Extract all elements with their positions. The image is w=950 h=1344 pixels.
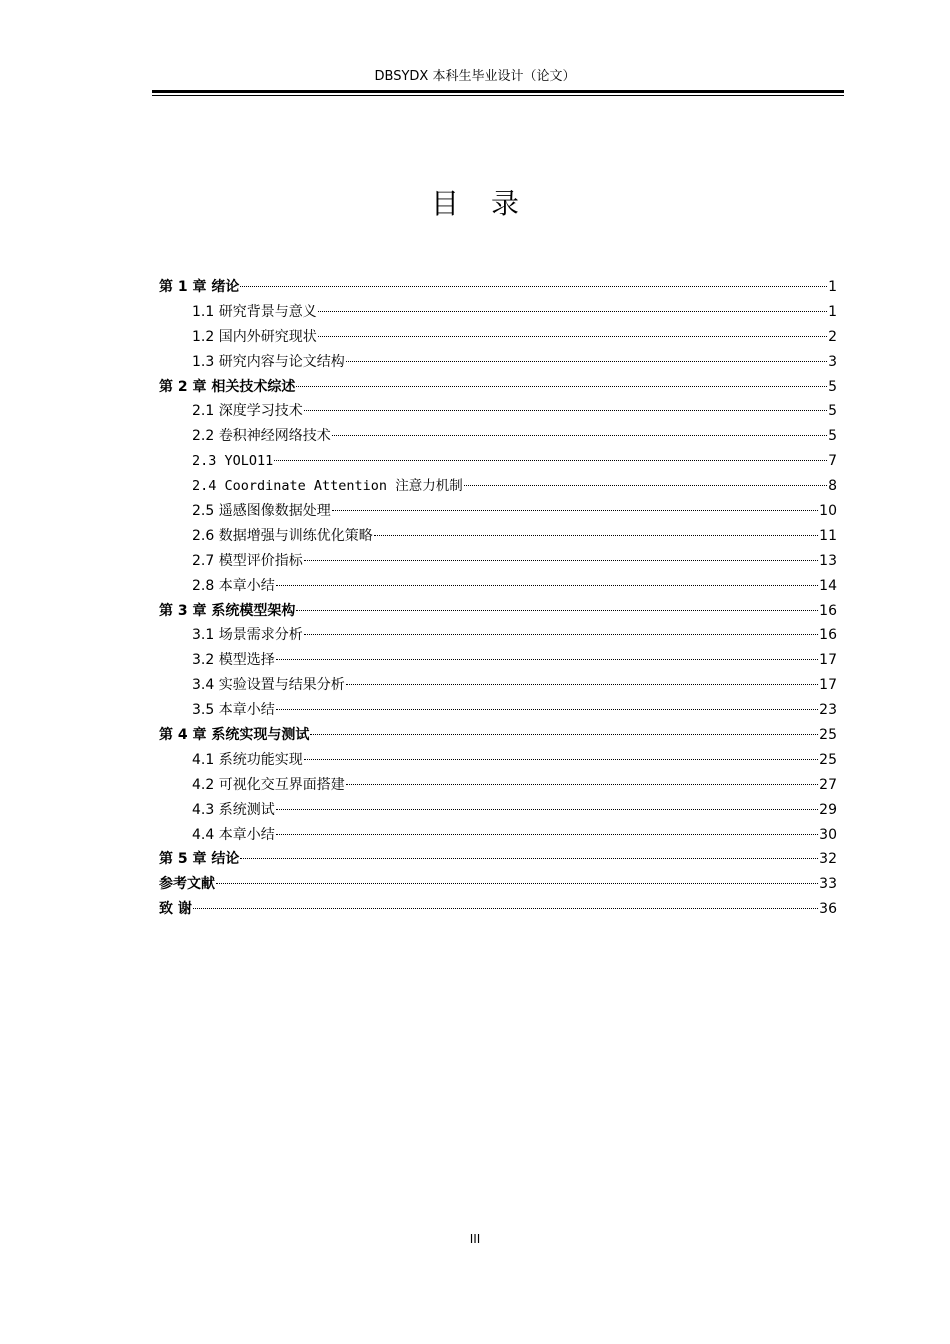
page-number: III [469,1232,481,1246]
toc-entry-page: 17 [819,652,837,669]
toc-entry-page: 1 [828,303,837,320]
toc-entry[interactable] [159,550,837,575]
toc-leader-dots [296,385,827,387]
toc-entry-label: 第 1 章 绪论 [159,279,240,295]
toc-entry-label: 第 4 章 系统实现与测试 [159,727,310,744]
toc-entry-page: 2 [828,328,837,345]
toc-entry-page: 3 [828,353,837,370]
toc-entry[interactable] [159,624,837,649]
toc-entry-label: 2.5 遥感图像数据处理 [192,503,331,520]
toc-entry[interactable] [159,749,837,774]
toc-entry-label: 1.3 研究内容与论文结构 [192,353,345,370]
toc-entry-label: 4.3 系统测试 [192,801,275,818]
toc-entry-page: 29 [819,801,837,818]
toc-leader-dots [304,758,818,760]
toc-leader-dots [346,360,827,362]
toc-entry-label: 2.4 Coordinate Attention 注意力机制 [192,478,463,495]
header-rule-thick [152,90,844,93]
toc-entry-page: 17 [819,677,837,694]
toc-leader-dots [346,783,818,785]
toc-entry-page: 7 [828,453,837,470]
toc-entry[interactable] [159,475,837,500]
toc-entry-label: 2.1 深度学习技术 [192,403,303,420]
toc-entry[interactable] [159,774,837,799]
toc-entry[interactable] [159,575,837,600]
toc-entry-page: 32 [819,851,837,868]
toc-entry-page: 5 [828,403,837,420]
toc-leader-dots [346,683,818,685]
toc-entry-label: 3.4 实验设置与结果分析 [192,677,345,694]
toc-entry-label: 4.1 系统功能实现 [192,751,303,768]
toc-entry[interactable] [159,276,837,301]
toc-leader-dots [240,857,818,859]
toc-entry-label: 1.1 研究背景与意义 [192,303,317,320]
toc-entry-page: 33 [819,876,837,893]
toc-leader-dots [296,609,818,611]
toc-entry-page: 1 [828,279,837,295]
toc-leader-dots [332,509,818,511]
toc-entry-page: 8 [828,478,837,495]
toc-entry[interactable] [159,699,837,724]
toc-entry[interactable] [159,326,837,351]
toc-entry-label: 2.6 数据增强与训练优化策略 [192,527,373,544]
toc-entry-label: 参考文献 [159,876,215,893]
toc-entry[interactable] [159,376,837,401]
toc-entry-page: 5 [828,378,837,395]
toc-leader-dots [304,633,818,635]
toc-entry-page: 14 [819,577,837,594]
toc-entry-label: 4.2 可视化交互界面搭建 [192,776,345,793]
toc-leader-dots [240,285,827,287]
toc-entry[interactable] [159,500,837,525]
page-header: DBSYDX 本科生毕业设计（论文） [374,69,576,84]
toc-entry[interactable] [159,824,837,849]
toc-entry-label: 第 2 章 相关技术综述 [159,378,296,395]
toc-entry-page: 27 [819,776,837,793]
toc-entry[interactable] [159,301,837,326]
toc-leader-dots [276,708,818,710]
toc-entry-page: 23 [819,702,837,719]
toc-leader-dots [216,882,818,884]
toc-entry[interactable] [159,425,837,450]
toc-entry-page: 25 [819,727,837,744]
toc-entry[interactable] [159,799,837,824]
toc-entry-page: 16 [819,627,837,644]
toc-entry-page: 5 [828,428,837,445]
toc-leader-dots [193,907,818,909]
toc-entry-label: 4.4 本章小结 [192,826,275,843]
toc-leader-dots [304,409,827,411]
toc-entry-label: 1.2 国内外研究现状 [192,328,317,345]
toc-entry-page: 10 [819,503,837,520]
toc-entry-label: 2.7 模型评价指标 [192,552,303,569]
toc-leader-dots [332,434,827,436]
toc-entry-page: 36 [819,901,837,918]
toc-leader-dots [276,658,818,660]
toc-leader-dots [318,310,827,312]
toc-entry[interactable] [159,649,837,674]
toc-leader-dots [464,484,827,486]
toc-leader-dots [276,584,818,586]
header-rule-thin [152,95,844,96]
toc-entry[interactable] [159,898,837,923]
toc-entry-label: 第 5 章 结论 [159,851,240,868]
toc-entry-label: 2.8 本章小结 [192,577,275,594]
toc-entry-page: 25 [819,751,837,768]
toc-entry[interactable] [159,351,837,376]
toc-entry-label: 致 谢 [159,901,192,918]
toc-entry-label: 2.3 YOLO11 [192,453,274,470]
toc-entry[interactable] [159,674,837,699]
toc-leader-dots [310,733,818,735]
toc-entry[interactable] [159,724,837,749]
toc-entry-label: 3.1 场景需求分析 [192,627,303,644]
toc-leader-dots [274,459,827,461]
toc-leader-dots [304,559,818,561]
toc-leader-dots [276,833,818,835]
toc-leader-dots [318,335,827,337]
toc-entry-page: 16 [819,602,837,619]
toc-leader-dots [276,808,818,810]
toc-title: 目录 [430,187,551,220]
toc-entry-page: 11 [819,527,837,544]
toc-entry-page: 13 [819,552,837,569]
toc-entry-label: 第 3 章 系统模型架构 [159,602,296,619]
toc-leader-dots [374,534,818,536]
toc-entry[interactable] [159,873,837,898]
toc-entry-label: 3.5 本章小结 [192,702,275,719]
table-of-contents [159,276,837,923]
toc-entry-page: 30 [819,826,837,843]
toc-entry[interactable] [159,848,837,873]
toc-entry-label: 2.2 卷积神经网络技术 [192,428,331,445]
toc-entry[interactable] [159,400,837,425]
toc-entry[interactable] [159,450,837,475]
toc-entry[interactable] [159,600,837,625]
toc-entry-label: 3.2 模型选择 [192,652,275,669]
toc-entry[interactable] [159,525,837,550]
